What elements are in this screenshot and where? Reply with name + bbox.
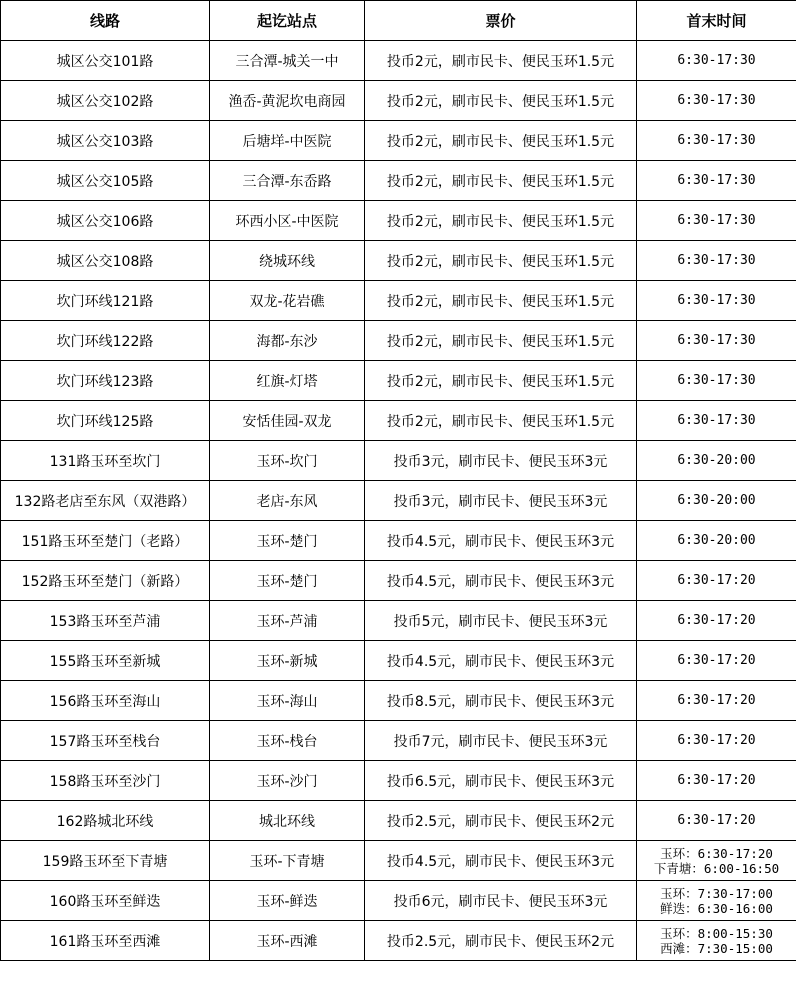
- stops-cell: 玉环-海山: [210, 681, 365, 721]
- table-row: [1, 281, 796, 321]
- stops-cell: 绕城环线: [210, 241, 365, 281]
- time-cell: 6:30-17:30: [637, 241, 796, 281]
- time-line: 鲜迭：6:30-16:00: [660, 900, 773, 916]
- time-cell: 6:30-17:30: [637, 161, 796, 201]
- table-row: [1, 761, 796, 801]
- stops-cell: 安恬佳园-双龙: [210, 401, 365, 441]
- header-row: [1, 1, 796, 41]
- route-cell: 161路玉环至西滩: [1, 921, 210, 961]
- table-row: [1, 481, 796, 521]
- time-line: 玉环：8:00-15:30: [660, 925, 773, 941]
- route-cell: 坎门环线121路: [1, 281, 210, 321]
- table-row: [1, 161, 796, 201]
- fare-cell: 投币8.5元，刷市民卡、便民玉环3元: [365, 681, 637, 721]
- header-time: 首末时间: [637, 1, 796, 41]
- time-cell: 6:30-17:20: [637, 561, 796, 601]
- route-cell: 157路玉环至栈台: [1, 721, 210, 761]
- time-cell: 6:30-17:30: [637, 281, 796, 321]
- stops-cell: 玉环-下青塘: [210, 841, 365, 881]
- route-cell: 152路玉环至楚门（新路）: [1, 561, 210, 601]
- route-cell: 城区公交106路: [1, 201, 210, 241]
- stops-cell: 环西小区-中医院: [210, 201, 365, 241]
- table-row: [1, 681, 796, 721]
- stops-cell: 老店-东风: [210, 481, 365, 521]
- fare-cell: 投币6.5元，刷市民卡、便民玉环3元: [365, 761, 637, 801]
- time-cell: 6:30-20:00: [637, 521, 796, 561]
- table-row: [1, 561, 796, 601]
- time-cell: 6:30-17:30: [637, 41, 796, 81]
- fare-cell: 投币3元，刷市民卡、便民玉环3元: [365, 441, 637, 481]
- stops-cell: 玉环-西滩: [210, 921, 365, 961]
- route-cell: 153路玉环至芦浦: [1, 601, 210, 641]
- time-cell: [637, 921, 796, 961]
- route-cell: 132路老店至东风（双港路）: [1, 481, 210, 521]
- route-cell: 131路玉环至坎门: [1, 441, 210, 481]
- route-cell: 城区公交108路: [1, 241, 210, 281]
- table-row: [1, 121, 796, 161]
- table-row: [1, 841, 796, 881]
- fare-cell: 投币7元，刷市民卡、便民玉环3元: [365, 721, 637, 761]
- table-row: [1, 81, 796, 121]
- stops-cell: 红旗-灯塔: [210, 361, 365, 401]
- time-line: 下青塘：6:00-16:50: [653, 860, 780, 876]
- fare-cell: 投币5元，刷市民卡、便民玉环3元: [365, 601, 637, 641]
- table-row: [1, 361, 796, 401]
- fare-cell: 投币2.5元，刷市民卡、便民玉环2元: [365, 921, 637, 961]
- table-row: [1, 401, 796, 441]
- table-row: [1, 881, 796, 921]
- stops-cell: 三合潭-城关一中: [210, 41, 365, 81]
- route-cell: 坎门环线125路: [1, 401, 210, 441]
- table-row: [1, 641, 796, 681]
- stops-cell: 双龙-花岩礁: [210, 281, 365, 321]
- route-cell: 158路玉环至沙门: [1, 761, 210, 801]
- time-cell: 6:30-17:30: [637, 201, 796, 241]
- time-cell: 6:30-17:20: [637, 761, 796, 801]
- time-cell: 6:30-17:30: [637, 401, 796, 441]
- stops-cell: 玉环-沙门: [210, 761, 365, 801]
- table-row: [1, 201, 796, 241]
- time-cell: [637, 881, 796, 921]
- table-row: [1, 721, 796, 761]
- time-cell: 6:30-17:20: [637, 681, 796, 721]
- stops-cell: 三合潭-东岙路: [210, 161, 365, 201]
- fare-cell: 投币2元，刷市民卡、便民玉环1.5元: [365, 121, 637, 161]
- table-row: [1, 921, 796, 961]
- stops-cell: 玉环-新城: [210, 641, 365, 681]
- stops-cell: 海都-东沙: [210, 321, 365, 361]
- time-line: 玉环：7:30-17:00: [660, 885, 773, 901]
- table-row: [1, 41, 796, 81]
- table-row: [1, 801, 796, 841]
- route-cell: 城区公交105路: [1, 161, 210, 201]
- table-row: [1, 521, 796, 561]
- stops-cell: 后塘垟-中医院: [210, 121, 365, 161]
- stops-cell: 玉环-芦浦: [210, 601, 365, 641]
- time-cell: 6:30-17:20: [637, 601, 796, 641]
- stops-cell: 玉环-楚门: [210, 521, 365, 561]
- route-cell: 155路玉环至新城: [1, 641, 210, 681]
- fare-cell: 投币2元，刷市民卡、便民玉环1.5元: [365, 201, 637, 241]
- route-cell: 160路玉环至鲜迭: [1, 881, 210, 921]
- fare-cell: 投币2元，刷市民卡、便民玉环1.5元: [365, 281, 637, 321]
- time-cell: 6:30-17:30: [637, 321, 796, 361]
- fare-cell: 投币2元，刷市民卡、便民玉环1.5元: [365, 321, 637, 361]
- time-cell: 6:30-17:20: [637, 801, 796, 841]
- time-cell: 6:30-17:30: [637, 361, 796, 401]
- stops-cell: 城北环线: [210, 801, 365, 841]
- time-cell: 6:30-17:20: [637, 721, 796, 761]
- route-cell: 坎门环线123路: [1, 361, 210, 401]
- time-cell: 6:30-17:20: [637, 641, 796, 681]
- route-cell: 151路玉环至楚门（老路）: [1, 521, 210, 561]
- stops-cell: 渔岙-黄泥坎电商园: [210, 81, 365, 121]
- time-line: 西滩：7:30-15:00: [660, 940, 773, 956]
- route-cell: 159路玉环至下青塘: [1, 841, 210, 881]
- stops-cell: 玉环-楚门: [210, 561, 365, 601]
- fare-cell: 投币4.5元，刷市民卡、便民玉环3元: [365, 841, 637, 881]
- table-row: [1, 601, 796, 641]
- time-cell: 6:30-17:30: [637, 81, 796, 121]
- header-fare: 票价: [365, 1, 637, 41]
- fare-cell: 投币2元，刷市民卡、便民玉环1.5元: [365, 241, 637, 281]
- header-stops: 起讫站点: [210, 1, 365, 41]
- fare-cell: 投币6元，刷市民卡、便民玉环3元: [365, 881, 637, 921]
- table-row: [1, 241, 796, 281]
- time-line: 玉环：6:30-17:20: [660, 845, 773, 861]
- route-cell: 城区公交102路: [1, 81, 210, 121]
- stops-cell: 玉环-栈台: [210, 721, 365, 761]
- stops-cell: 玉环-鲜迭: [210, 881, 365, 921]
- time-cell: [637, 841, 796, 881]
- fare-cell: 投币2元，刷市民卡、便民玉环1.5元: [365, 81, 637, 121]
- route-cell: 坎门环线122路: [1, 321, 210, 361]
- fare-cell: 投币2.5元，刷市民卡、便民玉环2元: [365, 801, 637, 841]
- route-cell: 156路玉环至海山: [1, 681, 210, 721]
- fare-cell: 投币2元，刷市民卡、便民玉环1.5元: [365, 161, 637, 201]
- table-body: [1, 41, 796, 961]
- table-row: [1, 321, 796, 361]
- table-row: [1, 441, 796, 481]
- time-cell: 6:30-20:00: [637, 481, 796, 521]
- time-cell: 6:30-17:30: [637, 121, 796, 161]
- fare-cell: 投币2元，刷市民卡、便民玉环1.5元: [365, 41, 637, 81]
- fare-cell: 投币2元，刷市民卡、便民玉环1.5元: [365, 401, 637, 441]
- fare-cell: 投币4.5元，刷市民卡、便民玉环3元: [365, 641, 637, 681]
- stops-cell: 玉环-坎门: [210, 441, 365, 481]
- fare-cell: 投币3元，刷市民卡、便民玉环3元: [365, 481, 637, 521]
- route-cell: 162路城北环线: [1, 801, 210, 841]
- time-cell: 6:30-20:00: [637, 441, 796, 481]
- fare-cell: 投币4.5元，刷市民卡、便民玉环3元: [365, 521, 637, 561]
- header-route: 线路: [1, 1, 210, 41]
- fare-cell: 投币4.5元，刷市民卡、便民玉环3元: [365, 561, 637, 601]
- route-cell: 城区公交101路: [1, 41, 210, 81]
- fare-cell: 投币2元，刷市民卡、便民玉环1.5元: [365, 361, 637, 401]
- route-cell: 城区公交103路: [1, 121, 210, 161]
